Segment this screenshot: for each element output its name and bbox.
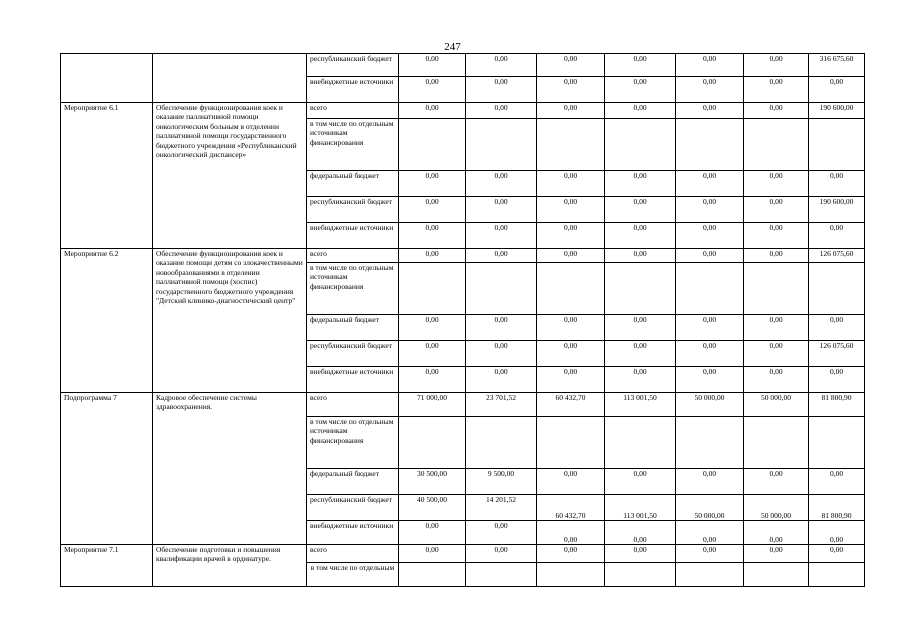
- value-cell: 0,00: [466, 223, 537, 249]
- funding-source-cell: республиканский бюджет: [307, 197, 399, 223]
- value-cell: 81 800,90: [809, 393, 865, 417]
- value-cell: 0,00: [676, 77, 744, 103]
- funding-source-cell: всего: [307, 103, 399, 119]
- value-cell: 0,00: [399, 197, 466, 223]
- value-cell: 60 432,70: [537, 393, 605, 417]
- value-cell: 0,00: [744, 367, 809, 393]
- value-cell: 0,00: [676, 54, 744, 77]
- value-cell: 113 001,50: [605, 495, 676, 521]
- value-cell: 0,00: [466, 77, 537, 103]
- value-cell: 0,00: [399, 545, 466, 563]
- value-cell: 0,00: [466, 54, 537, 77]
- value-cell: 0,00: [466, 171, 537, 197]
- value-cell: 0,00: [676, 545, 744, 563]
- value-cell: 40 500,00: [399, 495, 466, 521]
- value-cell: [676, 417, 744, 469]
- value-cell: 0,00: [399, 249, 466, 263]
- value-cell: 0,00: [676, 103, 744, 119]
- value-cell: [466, 119, 537, 171]
- value-cell: 0,00: [809, 469, 865, 495]
- description-cell: Обеспечение подготовки и повышения квалификации врачей в ординатуре.: [153, 545, 307, 587]
- value-cell: 0,00: [744, 223, 809, 249]
- table-row: [61, 249, 865, 263]
- value-cell: [809, 417, 865, 469]
- value-cell: 0,00: [605, 469, 676, 495]
- value-cell: [466, 263, 537, 315]
- value-cell: 9 500,00: [466, 469, 537, 495]
- value-cell: 0,00: [809, 171, 865, 197]
- value-cell: 0,00: [399, 77, 466, 103]
- value-cell: 0,00: [809, 521, 865, 545]
- value-cell: 0,00: [537, 545, 605, 563]
- value-cell: 50 000,00: [676, 393, 744, 417]
- value-cell: [605, 417, 676, 469]
- value-cell: 0,00: [466, 521, 537, 545]
- value-cell: 0,00: [809, 545, 865, 563]
- value-cell: 0,00: [466, 103, 537, 119]
- value-cell: 0,00: [399, 367, 466, 393]
- value-cell: 0,00: [744, 249, 809, 263]
- value-cell: 0,00: [676, 197, 744, 223]
- value-cell: 0,00: [399, 521, 466, 545]
- program-cell: Мероприятие 7.1: [61, 545, 153, 587]
- value-cell: 0,00: [399, 103, 466, 119]
- value-cell: 0,00: [744, 171, 809, 197]
- value-cell: 0,00: [605, 197, 676, 223]
- description-cell: Обеспечение функционирования коек и оказание паллиативной помощи онкологическим больным в отделении паллиативной помощи государственного бюджетного учреждения «Республиканский онкологический диспансер»: [153, 103, 307, 249]
- value-cell: 0,00: [676, 223, 744, 249]
- value-cell: 0,00: [537, 341, 605, 367]
- value-cell: 0,00: [744, 54, 809, 77]
- value-cell: 0,00: [399, 171, 466, 197]
- value-cell: 23 701,52: [466, 393, 537, 417]
- funding-source-cell: в том числе по отдельным источникам финансирования: [307, 263, 399, 315]
- value-cell: [744, 563, 809, 587]
- value-cell: 0,00: [466, 197, 537, 223]
- value-cell: 113 001,50: [605, 393, 676, 417]
- value-cell: 190 600,00: [809, 197, 865, 223]
- value-cell: 0,00: [744, 103, 809, 119]
- budget-table: [60, 53, 865, 587]
- value-cell: 0,00: [605, 341, 676, 367]
- funding-source-cell: федеральный бюджет: [307, 315, 399, 341]
- funding-source-cell: федеральный бюджет: [307, 469, 399, 495]
- value-cell: 0,00: [676, 249, 744, 263]
- value-cell: 0,00: [744, 315, 809, 341]
- funding-source-cell: республиканский бюджет: [307, 341, 399, 367]
- funding-source-cell: всего: [307, 545, 399, 563]
- value-cell: 0,00: [605, 77, 676, 103]
- value-cell: 50 000,00: [744, 495, 809, 521]
- description-cell: Кадровое обеспечение системы здравоохранения.: [153, 393, 307, 545]
- value-cell: 50 000,00: [676, 495, 744, 521]
- description-cell: Обеспечение функционирования коек и оказание помощи детям со злокачественными новообразованиями в отделении паллиативной помощи (хоспис) государственного бюджетного учреждения "Детский клинико-диагностический центр": [153, 249, 307, 393]
- value-cell: 0,00: [466, 341, 537, 367]
- description-cell: [153, 54, 307, 103]
- value-cell: 0,00: [537, 54, 605, 77]
- value-cell: 0,00: [676, 367, 744, 393]
- value-cell: [809, 563, 865, 587]
- value-cell: [537, 263, 605, 315]
- program-cell: [61, 54, 153, 103]
- value-cell: 0,00: [537, 103, 605, 119]
- value-cell: 0,00: [399, 54, 466, 77]
- value-cell: 0,00: [744, 545, 809, 563]
- value-cell: 0,00: [744, 77, 809, 103]
- funding-source-cell: внебюджетные источники: [307, 223, 399, 249]
- value-cell: 0,00: [676, 469, 744, 495]
- funding-source-cell: в том числе по отдельным источникам финансирования: [307, 417, 399, 469]
- value-cell: 0,00: [744, 341, 809, 367]
- funding-source-cell: в том числе по отдельным: [307, 563, 399, 587]
- funding-source-cell: федеральный бюджет: [307, 171, 399, 197]
- funding-source-cell: республиканский бюджет: [307, 495, 399, 521]
- value-cell: 0,00: [605, 249, 676, 263]
- value-cell: 71 000,00: [399, 393, 466, 417]
- value-cell: 0,00: [605, 223, 676, 249]
- value-cell: 0,00: [809, 315, 865, 341]
- value-cell: [537, 417, 605, 469]
- value-cell: 0,00: [399, 315, 466, 341]
- value-cell: 0,00: [605, 521, 676, 545]
- value-cell: 0,00: [809, 77, 865, 103]
- funding-source-cell: всего: [307, 249, 399, 263]
- value-cell: [466, 563, 537, 587]
- value-cell: [466, 417, 537, 469]
- value-cell: 0,00: [537, 469, 605, 495]
- value-cell: 0,00: [744, 469, 809, 495]
- table-row: [61, 545, 865, 563]
- value-cell: [537, 119, 605, 171]
- value-cell: 0,00: [676, 341, 744, 367]
- value-cell: 0,00: [605, 171, 676, 197]
- value-cell: [744, 417, 809, 469]
- value-cell: [605, 263, 676, 315]
- value-cell: 0,00: [537, 77, 605, 103]
- value-cell: [537, 563, 605, 587]
- funding-source-cell: республиканский бюджет: [307, 54, 399, 77]
- value-cell: 0,00: [466, 367, 537, 393]
- value-cell: 0,00: [676, 171, 744, 197]
- value-cell: 0,00: [466, 315, 537, 341]
- value-cell: 50 000,00: [744, 393, 809, 417]
- value-cell: 126 075,60: [809, 249, 865, 263]
- value-cell: [399, 119, 466, 171]
- value-cell: [399, 417, 466, 469]
- funding-source-cell: всего: [307, 393, 399, 417]
- value-cell: [809, 263, 865, 315]
- value-cell: 0,00: [605, 545, 676, 563]
- value-cell: [399, 263, 466, 315]
- funding-source-cell: внебюджетные источники: [307, 367, 399, 393]
- page-number: 247: [444, 41, 461, 53]
- funding-source-cell: внебюджетные источники: [307, 521, 399, 545]
- table-row: [61, 103, 865, 119]
- funding-source-cell: в том числе по отдельным источникам финансирования: [307, 119, 399, 171]
- value-cell: 316 675,60: [809, 54, 865, 77]
- table-row: [61, 54, 865, 77]
- value-cell: 0,00: [605, 315, 676, 341]
- value-cell: 0,00: [676, 521, 744, 545]
- value-cell: 0,00: [809, 223, 865, 249]
- value-cell: [605, 119, 676, 171]
- value-cell: 0,00: [537, 249, 605, 263]
- value-cell: 0,00: [537, 521, 605, 545]
- value-cell: 30 500,00: [399, 469, 466, 495]
- value-cell: 0,00: [537, 197, 605, 223]
- value-cell: 190 600,00: [809, 103, 865, 119]
- value-cell: 14 201,52: [466, 495, 537, 521]
- value-cell: [744, 263, 809, 315]
- value-cell: 0,00: [537, 367, 605, 393]
- value-cell: 126 075,60: [809, 341, 865, 367]
- value-cell: 0,00: [537, 223, 605, 249]
- value-cell: 0,00: [466, 545, 537, 563]
- program-cell: Подпрограмма 7: [61, 393, 153, 545]
- value-cell: 0,00: [605, 103, 676, 119]
- table-row: [61, 393, 865, 417]
- value-cell: 0,00: [605, 367, 676, 393]
- value-cell: [676, 263, 744, 315]
- value-cell: 0,00: [466, 249, 537, 263]
- value-cell: 81 800,90: [809, 495, 865, 521]
- value-cell: 0,00: [744, 521, 809, 545]
- value-cell: 60 432,70: [537, 495, 605, 521]
- value-cell: 0,00: [744, 197, 809, 223]
- value-cell: 0,00: [676, 315, 744, 341]
- value-cell: [676, 563, 744, 587]
- funding-source-cell: внебюджетные источники: [307, 77, 399, 103]
- value-cell: 0,00: [399, 223, 466, 249]
- value-cell: [676, 119, 744, 171]
- value-cell: 0,00: [537, 315, 605, 341]
- program-cell: Мероприятие 6.2: [61, 249, 153, 393]
- value-cell: 0,00: [605, 54, 676, 77]
- value-cell: 0,00: [809, 367, 865, 393]
- program-cell: Мероприятие 6.1: [61, 103, 153, 249]
- value-cell: 0,00: [399, 341, 466, 367]
- value-cell: 0,00: [537, 171, 605, 197]
- value-cell: [744, 119, 809, 171]
- value-cell: [399, 563, 466, 587]
- value-cell: [809, 119, 865, 171]
- value-cell: [605, 563, 676, 587]
